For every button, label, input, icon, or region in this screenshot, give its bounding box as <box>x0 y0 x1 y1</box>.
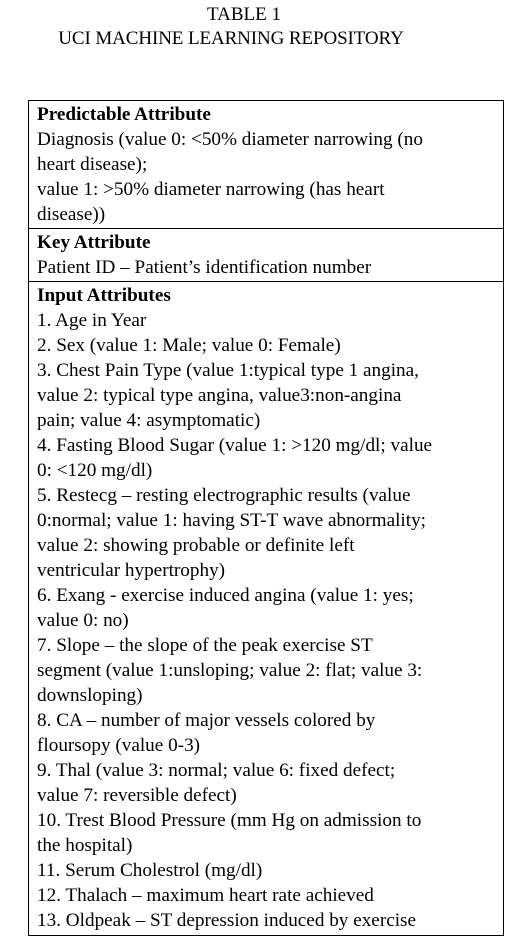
attribute-line: value 7: reversible defect) <box>37 785 237 806</box>
attribute-line: 9. Thal (value 3: normal; value 6: fixed defect; <box>37 760 396 781</box>
section-line: Diagnosis (value 0: <50% diameter narrowing (no <box>37 129 423 150</box>
key-attribute-section <box>29 229 503 282</box>
attribute-line: 13. Oldpeak – ST depression induced by exercise <box>37 910 417 931</box>
table-number: TABLE 1 <box>207 4 281 25</box>
attribute-line: 3. Chest Pain Type (value 1:typical type 1 angina, <box>37 360 419 381</box>
attribute-line: 5. Restecg – resting electrographic results (value <box>37 485 411 506</box>
input-attributes-section <box>29 282 503 935</box>
attribute-line: 12. Thalach – maximum heart rate achieved <box>37 885 374 906</box>
attribute-line: 2. Sex (value 1: Male; value 0: Female) <box>37 335 341 356</box>
attribute-line: 11. Serum Cholestrol (mg/dl) <box>37 860 263 881</box>
section-line: Patient ID – Patient’s identification number <box>37 257 372 278</box>
attribute-line: downsloping) <box>37 685 143 706</box>
attribute-line: 6. Exang - exercise induced angina (value 1: yes; <box>37 585 414 606</box>
table-title: UCI MACHINE LEARNING REPOSITORY <box>58 28 404 49</box>
predictable-attribute-section <box>29 101 503 229</box>
attribute-line: value 2: showing probable or definite left <box>37 535 355 556</box>
section-heading: Input Attributes <box>37 285 171 306</box>
attribute-line: 7. Slope – the slope of the peak exercise ST <box>37 635 373 656</box>
attribute-line: 8. CA – number of major vessels colored by <box>37 710 376 731</box>
attribute-line: ventricular hypertrophy) <box>37 560 226 581</box>
attribute-line: pain; value 4: asymptomatic) <box>37 410 261 431</box>
attributes-table <box>28 100 504 936</box>
attribute-line: value 0: no) <box>37 610 129 631</box>
attribute-line: segment (value 1:unsloping; value 2: flat; value 3: <box>37 660 423 681</box>
section-line: value 1: >50% diameter narrowing (has heart <box>37 179 385 200</box>
attribute-line: floursopy (value 0-3) <box>37 735 201 756</box>
attribute-line: the hospital) <box>37 835 133 856</box>
section-heading: Key Attribute <box>37 232 151 253</box>
attribute-line: 4. Fasting Blood Sugar (value 1: >120 mg/dl; value <box>37 435 433 456</box>
section-line: disease)) <box>37 204 106 225</box>
section-line: heart disease); <box>37 154 148 175</box>
attribute-line: 1. Age in Year <box>37 310 147 331</box>
attribute-line: value 2: typical type angina, value3:non-angina <box>37 385 402 406</box>
attribute-line: 10. Trest Blood Pressure (mm Hg on admission to <box>37 810 422 831</box>
attribute-line: 0: <120 mg/dl) <box>37 460 153 481</box>
section-heading: Predictable Attribute <box>37 104 211 125</box>
attribute-line: 0:normal; value 1: having ST-T wave abnormality; <box>37 510 427 531</box>
